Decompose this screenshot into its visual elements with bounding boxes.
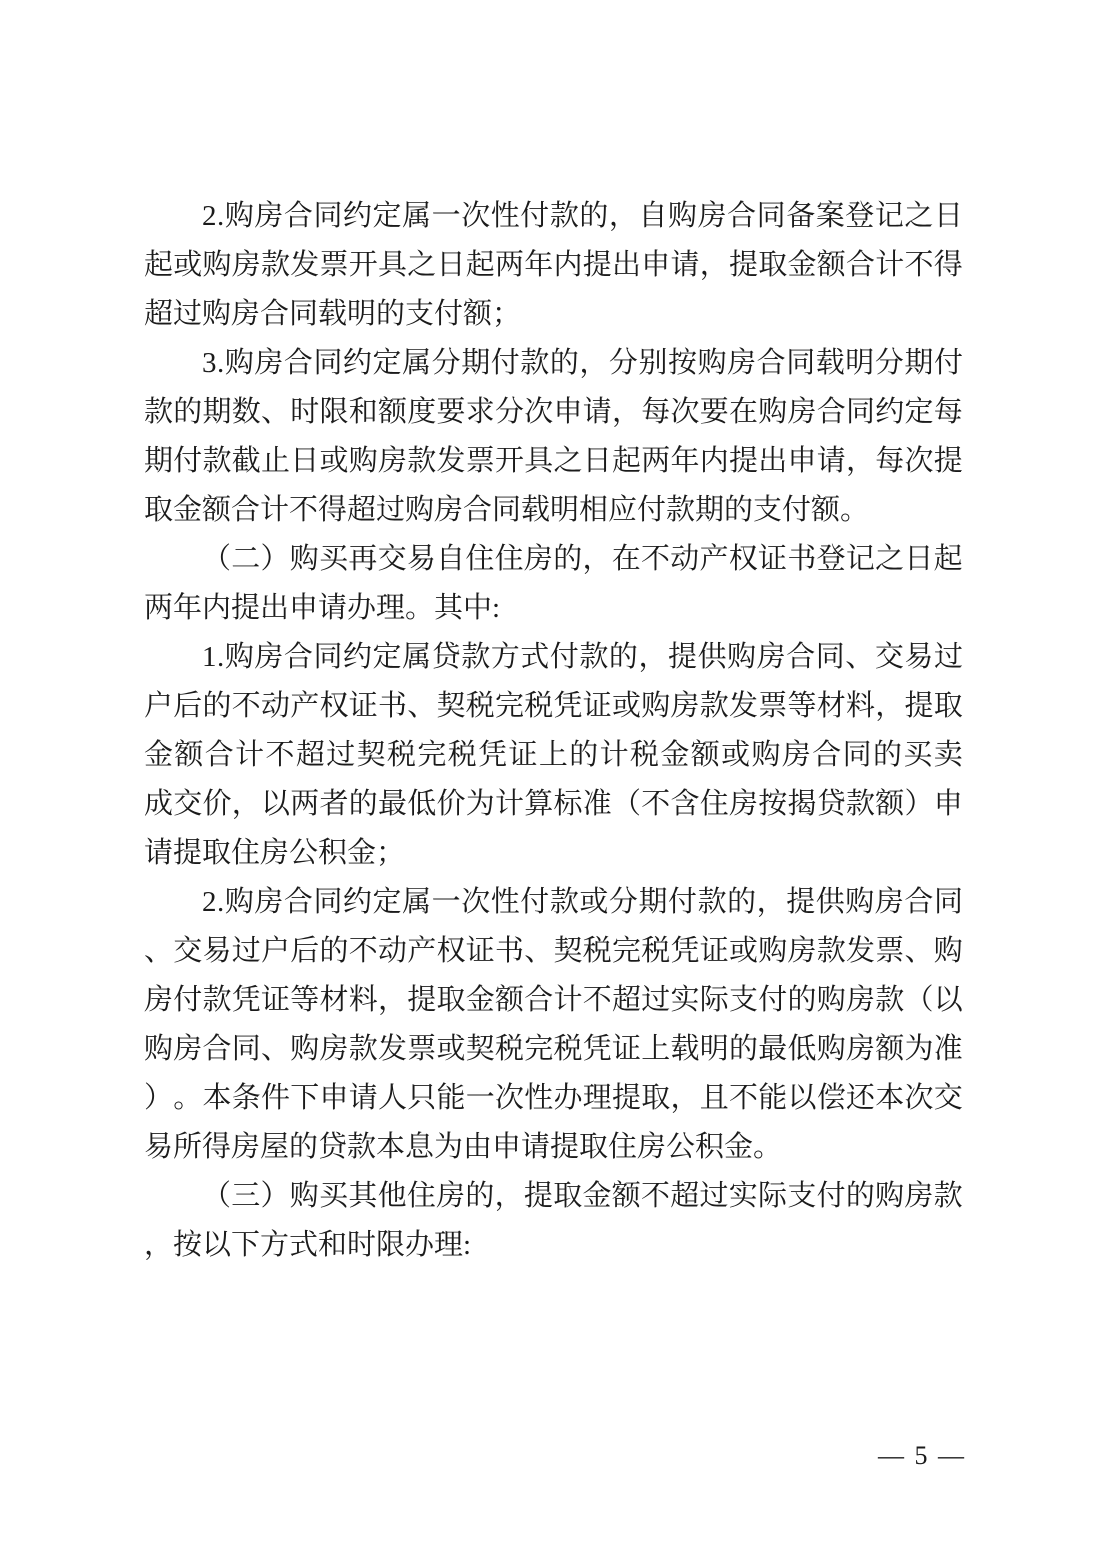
paragraph: [144, 1172, 963, 1270]
text-line: 户 后 的 不 动 产 权 证 书 、 契 税 完 税 凭 证 或 购 房 款 发 票 等 材 料 ， 提 取: [144, 690, 963, 722]
text-line: 金 额 合 计 不 超 过 契 税 完 税 凭 证 上 的 计 税 金 额 或 购 房 合 同 的 买 卖: [144, 739, 963, 771]
text-line: 取金额合计不得超过购房合同载明相应付款期的支付额。: [144, 494, 870, 526]
text-line: 期 付 款 截 止 日 或 购 房 款 发 票 开 具 之 日 起 两 年 内 提 出 申 请 ， 每 次 提: [144, 445, 963, 477]
text-line: 、 交 易 过 户 后 的 不 动 产 权 证 书 、 契 税 完 税 凭 证 或 购 房 款 发 票 、 购: [144, 935, 963, 967]
text-line: 1 . 购 房 合 同 约 定 属 贷 款 方 式 付 款 的 ， 提 供 购 房 合 同 、 交 易 过: [202, 641, 963, 673]
text-line: 起 或 购 房 款 发 票 开 具 之 日 起 两 年 内 提 出 申 请 ， 提 取 金 额 合 计 不 得: [144, 249, 963, 281]
text-line: 房 付 款 凭 证 等 材 料 ， 提 取 金 额 合 计 不 超 过 实 际 支 付 的 购 房 款 （ 以: [144, 984, 963, 1016]
text-line: 购 房 合 同 、 购 房 款 发 票 或 契 税 完 税 凭 证 上 载 明 的 最 低 购 房 额 为 准: [144, 1033, 963, 1065]
text-line: 超过购房合同载明的支付额；: [144, 298, 522, 330]
text-line: 3 . 购 房 合 同 约 定 属 分 期 付 款 的 ， 分 别 按 购 房 合 同 载 明 分 期 付: [202, 347, 963, 379]
text-line: 款 的 期 数 、 时 限 和 额 度 要 求 分 次 申 请 ， 每 次 要 在 购 房 合 同 约 定 每: [144, 396, 963, 428]
text-line: （ 二 ） 购 买 再 交 易 自 住 住 房 的 ， 在 不 动 产 权 证 书 登 记 之 日 起: [202, 543, 963, 575]
text-line: ，按以下方式和时限办理:: [144, 1229, 472, 1261]
paragraph: [144, 633, 963, 878]
text-line: 请提取住房公积金；: [144, 837, 406, 869]
document-body: [144, 192, 963, 1270]
text-line: 2 . 购 房 合 同 约 定 属 一 次 性 付 款 或 分 期 付 款 的 ， 提 供 购 房 合 同: [202, 886, 963, 918]
text-line: ） 。 本 条 件 下 申 请 人 只 能 一 次 性 办 理 提 取 ， 且 不 能 以 偿 还 本 次 交: [144, 1082, 963, 1114]
text-line: 易所得房屋的贷款本息为由申请提取住房公积金。: [144, 1131, 783, 1163]
paragraph: [144, 339, 963, 535]
text-line: 成 交 价 ， 以 两 者 的 最 低 价 为 计 算 标 准 （ 不 含 住 房 按 揭 贷 款 额 ） 申: [144, 788, 963, 820]
text-line: 两年内提出申请办理。其中:: [144, 592, 501, 624]
text-line: （ 三 ） 购 买 其 他 住 房 的 ， 提 取 金 额 不 超 过 实 际 支 付 的 购 房 款: [202, 1180, 963, 1212]
paragraph: [144, 192, 963, 339]
page-number: — 5 —: [878, 1441, 966, 1470]
text-line: 2 . 购 房 合 同 约 定 属 一 次 性 付 款 的 ， 自 购 房 合 同 备 案 登 记 之 日: [202, 200, 963, 232]
paragraph: [144, 878, 963, 1172]
paragraph: [144, 535, 963, 633]
